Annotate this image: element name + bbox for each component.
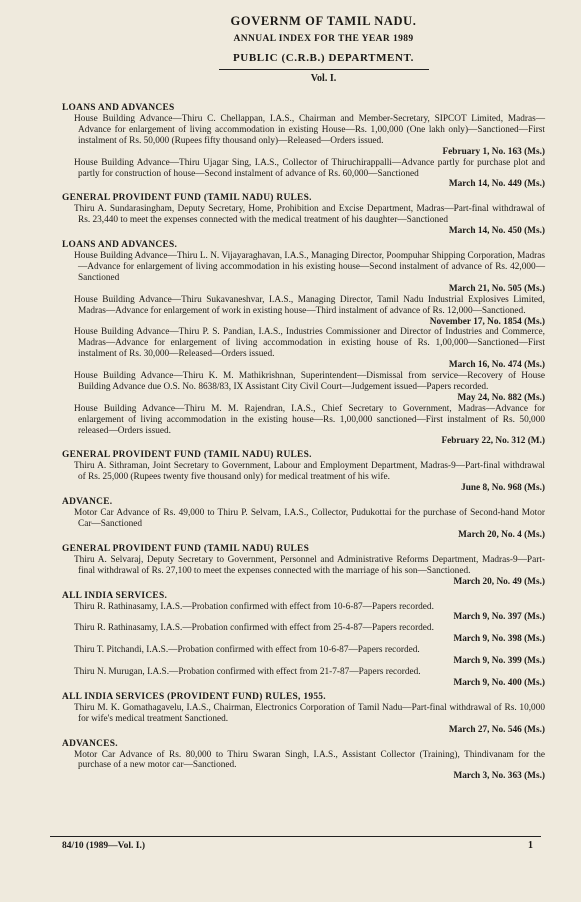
section-heading: ADVANCE.: [62, 497, 113, 508]
index-entry: House Building Advance—Thiru Ujagar Sing, I.A.S., Collector of Thiruchirappalli—Advance partly for purchase plot and partly for construction of house—Second instalment of advance of Rs. 60,000—Sanctioned: [74, 157, 545, 179]
index-entry: Motor Car Advance of Rs. 49,000 to Thiru P. Selvam, I.A.S., Collector, Pudukottai for the purchase of Second-hand Motor Car—Sanctioned: [74, 508, 545, 529]
order-reference: March 27, No. 546 (Ms.): [448, 724, 545, 735]
index-entry: Thiru A. Selvaraj, Deputy Secretary to Government, Personnel and Administrative Reforms Department, Madras-9—Part-final withdrawal of Rs. 27,100 to meet the expenses connected with the marriage of his son—Sanctioned.: [74, 554, 545, 576]
index-entry: House Building Advance—Thiru Sukavaneshvar, I.A.S., Managing Director, Tamil Nadu Industrial Explosives Limited, Madras—Advance for enlargement of work in existing house—Third instalment of advance of Rs. 12,000—Sanctioned.: [74, 294, 545, 316]
index-entry: Thiru A. Sithraman, Joint Secretary to Government, Labour and Employment Department, Madras-9—Part-final withdrawal of Rs. 25,000 (Rupees twenty five thousand only) for medical treatment of his wife.: [74, 461, 545, 483]
index-entry: House Building Advance—Thiru C. Chellappan, I.A.S., Chairman and Member-Secretary, SIPCOT Limited, Madras—Advance for enlargement of living accommodation in existing House—Rs. 1,00,000 (One lakh only)—Sanctioned—First instalment of Rs. 50,000 (Rupees fifty thousand only)—Released—Orders issued.: [74, 114, 545, 146]
index-entry: Thiru T. Pitchandi, I.A.S.—Probation confirmed with effect from 10-6-87—Papers recorded.: [74, 645, 420, 656]
order-reference: March 9, No. 398 (Ms.): [453, 634, 545, 645]
index-entry: Thiru M. K. Gomathagavelu, I.A.S., Chairman, Electronics Corporation of Tamil Nadu—Part-final withdrawal of Rs. 10,000 for wife's medical treatment Sanctioned.: [74, 702, 545, 724]
header-rule: [219, 69, 429, 70]
section-heading: LOANS AND ADVANCES: [62, 103, 175, 113]
order-reference: February 1, No. 163 (Ms.): [442, 146, 545, 157]
index-entry: Thiru R. Rathinasamy, I.A.S.—Probation confirmed with effect from 25-4-87—Papers recorded.: [74, 623, 434, 634]
index-entry: House Building Advance—Thiru M. M. Rajendran, I.A.S., Chief Secretary to Government, Madras—Advance for enlargement of living accommodation in the existing house—Rs. 1,00,000 sanctioned—First instalment of Rs. 50,000 released—Orders issued.: [74, 403, 545, 436]
index-entry: Thiru N. Murugan, I.A.S.—Probation confirmed with effect from 21-7-87—Papers recorded.: [74, 666, 421, 677]
index-entry: House Building Advance—Thiru K. M. Mathikrishnan, Superintendent—Dismissal from service—Recovery of House Building Advance due O.S. No. 8638/83, IX Assistant City Civil Court—Judgement issued—Papers recorded.: [74, 371, 545, 392]
index-entry: Motor Car Advance of Rs. 80,000 to Thiru Swaran Singh, I.A.S., Assistant Collector (Training), Thindivanam for the purchase of a new motor car—Sanctioned.: [74, 749, 545, 771]
order-reference: June 8, No. 968 (Ms.): [461, 483, 545, 494]
section-heading: ALL INDIA SERVICES (PROVIDENT FUND) RULES, 1955.: [62, 691, 326, 702]
document-header: [102, 14, 545, 85]
index-entry: House Building Advance—Thiru P. S. Pandian, I.A.S., Industries Commissioner and Director of Industries and Commerce, Madras—Advance for enlargement of living accommodation in existing house of Rs. 1,00,000—Sanctioned—First instalment of Rs. 30,000—Released—Orders issued.: [74, 327, 545, 360]
order-reference: March 3, No. 363 (Ms.): [453, 771, 545, 782]
section-heading: GENERAL PROVIDENT FUND (TAMIL NADU) RULES: [62, 543, 310, 554]
section-heading: GENERAL PROVIDENT FUND (TAMIL NADU) RULES.: [62, 193, 312, 204]
department-title: PUBLIC (C.R.B.) DEPARTMENT.: [232, 52, 415, 64]
order-reference: March 14, No. 449 (Ms.): [448, 179, 545, 190]
section-heading: LOANS AND ADVANCES.: [62, 240, 178, 251]
order-reference: March 9, No. 400 (Ms.): [453, 677, 545, 688]
index-content: [62, 103, 545, 782]
order-reference: March 16, No. 474 (Ms.): [448, 360, 545, 371]
order-reference: February 22, No. 312 (M.): [441, 436, 545, 447]
index-entry: Thiru R. Rathinasamy, I.A.S.—Probation confirmed with effect from 10-6-87—Papers recorded.: [74, 601, 434, 612]
annual-index-title: ANNUAL INDEX FOR THE YEAR 1989: [233, 34, 414, 44]
section-heading: ALL INDIA SERVICES.: [62, 590, 168, 601]
section-heading: ADVANCES.: [62, 738, 118, 749]
order-reference: March 9, No. 399 (Ms.): [453, 656, 545, 667]
order-reference: March 20, No. 4 (Ms.): [458, 529, 545, 540]
index-entry: House Building Advance—Thiru L. N. Vijayaraghavan, I.A.S., Managing Director, Poompuhar Shipping Corporation, Madras—Advance for enlargement of living accommodation in his existing house—Second instalment of advance of Rs. 42,000—Sanctioned: [74, 251, 545, 283]
government-title: GOVERNM OF TAMIL NADU.: [230, 14, 417, 28]
volume-label: Vol. I.: [310, 73, 337, 84]
order-reference: March 9, No. 397 (Ms.): [453, 612, 545, 623]
order-reference: March 21, No. 505 (Ms.): [448, 283, 545, 294]
section-heading: GENERAL PROVIDENT FUND (TAMIL NADU) RULES.: [62, 450, 312, 461]
order-reference: March 14, No. 450 (Ms.): [448, 226, 545, 237]
footer: [50, 836, 541, 851]
page-number: 1: [528, 840, 533, 851]
index-entry: Thiru A. Sundarasingham, Deputy Secretary, Home, Prohibition and Excise Department, Madras—Part-final withdrawal of Rs. 23,440 to meet the expenses connected with the medical treatment of his daughter—Sanctioned: [74, 204, 545, 226]
order-reference: March 20, No. 49 (Ms.): [453, 576, 545, 587]
order-reference: November 17, No. 1854 (Ms.): [429, 316, 545, 327]
order-reference: May 24, No. 882 (Ms.): [457, 392, 545, 403]
footer-code: 84/10 (1989—Vol. I.): [62, 841, 146, 851]
